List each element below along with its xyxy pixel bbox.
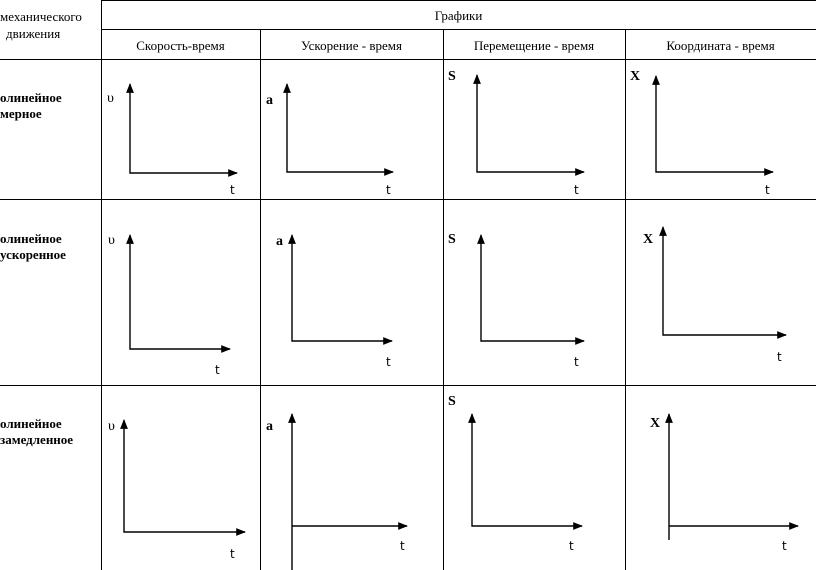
label-time: t [386,183,391,197]
axes-velocity-uniform [130,84,237,173]
row-label-decelerated-line2: замедленное [0,432,74,447]
label-time: t [230,183,235,197]
label-displacement: S [448,69,456,84]
label-time: t [574,355,579,369]
label-time: t [777,350,782,364]
label-time: t [215,363,220,377]
label-time: t [230,547,235,561]
axes-coordinate-uniform [656,76,773,172]
label-velocity: υ [108,233,115,248]
axes-coordinate-accelerated [663,227,786,335]
column-header-velocity: Скорость-время [136,38,225,53]
row-label-uniform-line2: мерное [0,106,42,121]
label-coordinate: X [650,416,661,431]
row-label-decelerated-line1: олинейное [0,416,62,431]
axes-displacement-accelerated [481,235,584,341]
label-acceleration: a [266,419,273,434]
column-header-acceleration: Ускорение - время [301,38,402,53]
axes-velocity-decelerated [124,420,245,532]
axes-velocity-accelerated [130,235,230,349]
row-label-accelerated-line1: олинейное [0,231,62,246]
axes-displacement-uniform [477,75,584,172]
label-time: t [782,539,787,553]
row-header-line1: механического [0,9,82,24]
label-time: t [574,183,579,197]
row-label-uniform-line1: олинейное [0,90,62,105]
row-label-accelerated-line2: ускоренное [0,247,66,262]
label-time: t [569,539,574,553]
label-time: t [386,355,391,369]
label-displacement: S [448,232,456,247]
label-velocity: υ [108,419,115,434]
label-velocity: υ [107,91,114,106]
label-acceleration: a [266,93,273,108]
label-coordinate: X [630,69,641,84]
axes-displacement-decelerated [472,414,582,526]
axes-acceleration-accelerated [292,235,392,341]
column-header-coordinate: Координата - время [666,38,775,53]
label-time: t [765,183,770,197]
axes-acceleration-uniform [287,84,393,172]
column-header-displacement: Перемещение - время [473,38,595,53]
label-time: t [400,539,405,553]
group-title: Графики [434,8,483,23]
label-coordinate: X [643,232,654,247]
label-acceleration: a [276,234,283,249]
label-displacement: S [448,394,456,409]
row-header-line2: движения [6,26,61,41]
